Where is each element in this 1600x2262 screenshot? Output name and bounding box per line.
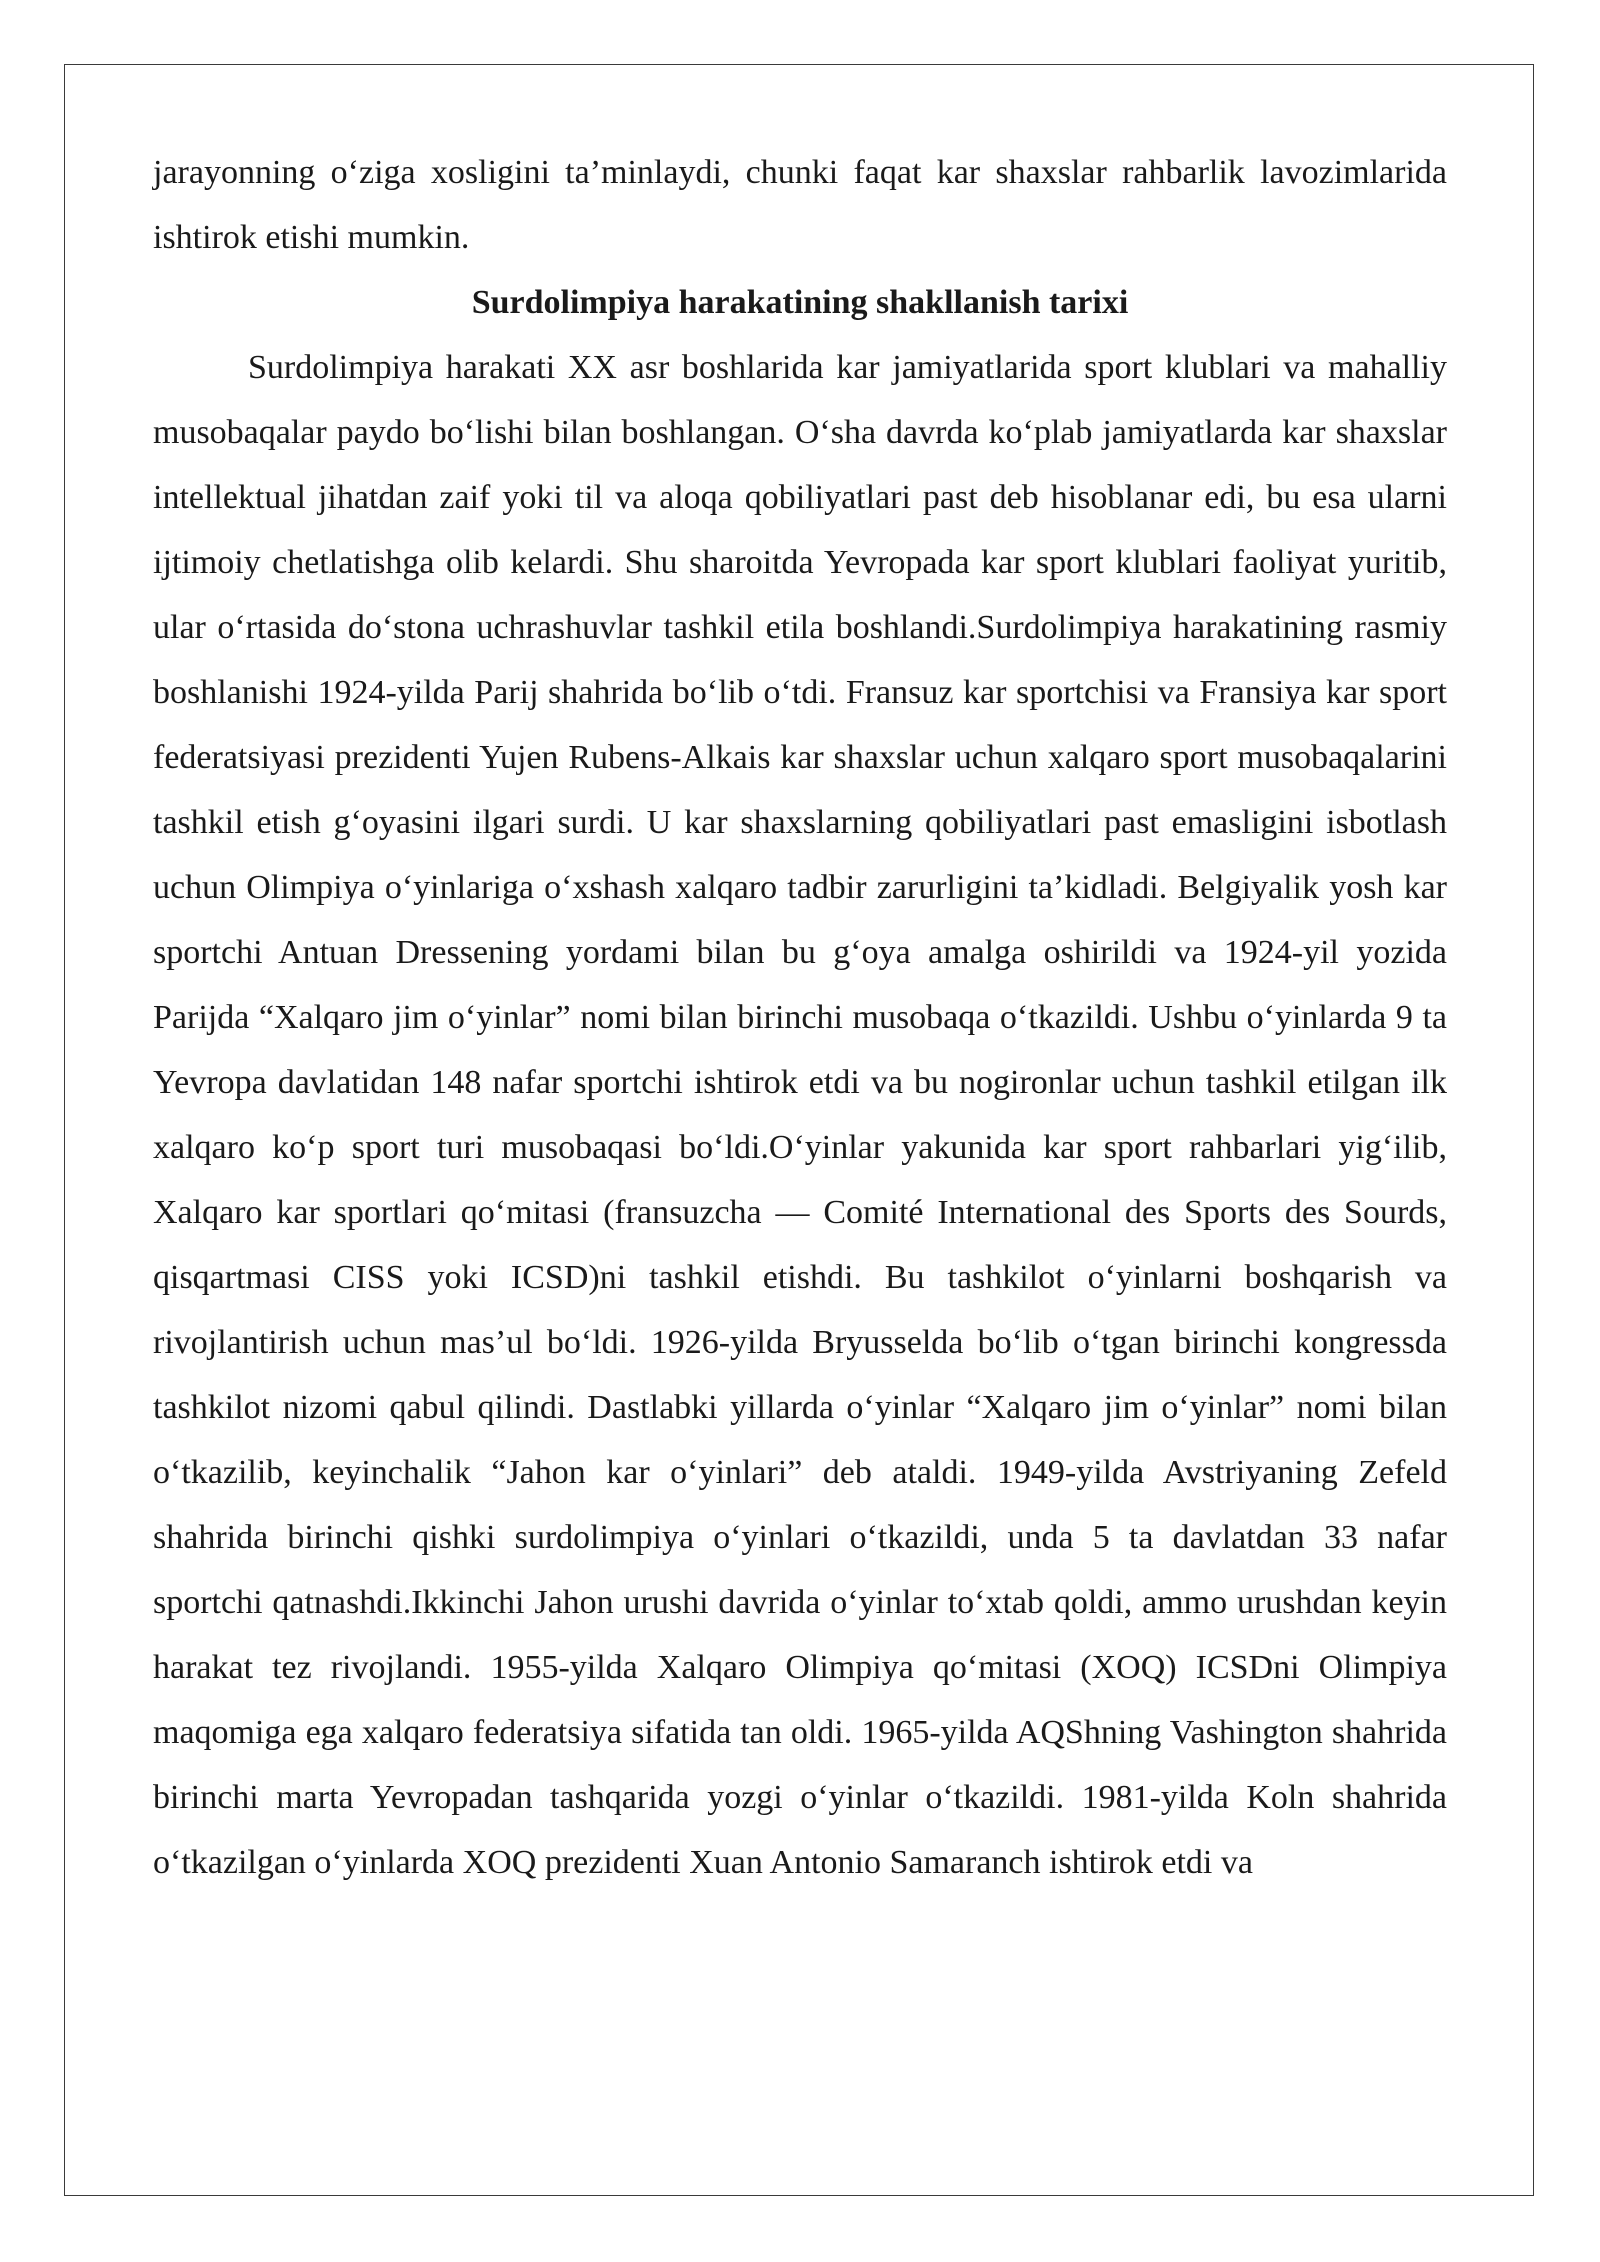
document-body (153, 140, 1447, 1895)
continuation-paragraph: jarayonning o‘ziga xosligini ta’minlaydi, chunki faqat kar shaxslar rahbarlik lavozimlarida ishtirok etishi mumkin. (153, 154, 1447, 256)
section-heading: Surdolimpiya harakatining shakllanish tarixi (471, 284, 1129, 321)
body-paragraph: Surdolimpiya harakati XX asr boshlarida kar jamiyatlarida sport klublari va mahalliy musobaqalar paydo bo‘lishi bilan boshlangan. O‘sha davrda ko‘plab jamiyatlarda kar shaxslar intellektual jihatdan zaif yoki til va aloqa qobiliyatlari past deb hisoblanar edi, bu esa ularni ijtimoiy chetlatishga olib kelardi. Shu sharoitda Yevropada kar sport klublari faoliyat yuritib, ular o‘rtasida do‘stona uchrashuvlar tashkil etila boshlandi.Surdolimpiya harakatining rasmiy boshlanishi 1924-yilda Parij shahrida bo‘lib o‘tdi. Fransuz kar sportchisi va Fransiya kar sport federatsiyasi prezidenti Yujen Rubens-Alkais kar shaxslar uchun xalqaro sport musobaqalarini tashkil etish g‘oyasini ilgari surdi. U kar shaxslarning qobiliyatlari past emasligini isbotlash uchun Olimpiya o‘yinlariga o‘xshash xalqaro tadbir zarurligini ta’kidladi. Belgiyalik yosh kar sportchi Antuan Dressening yordami bilan bu g‘oya amalga oshirildi va 1924-yil yozida Parijda “Xalqaro jim o‘yinlar” nomi bilan birinchi musobaqa o‘tkazildi. Ushbu o‘yinlarda 9 ta Yevropa davlatidan 148 nafar sportchi ishtirok etdi va bu nogironlar uchun tashkil etilgan ilk xalqaro ko‘p sport turi musobaqasi bo‘ldi.O‘yinlar yakunida kar sport rahbarlari yig‘ilib, Xalqaro kar sportlari qo‘mitasi (fransuzcha — Comité International des Sports des Sourds, qisqartmasi CISS yoki ICSD)ni tashkil etishdi. Bu tashkilot o‘yinlarni boshqarish va rivojlantirish uchun mas’ul bo‘ldi. 1926-yilda Bryusselda bo‘lib o‘tgan birinchi kongressda tashkilot nizomi qabul qilindi. Dastlabki yillarda o‘yinlar “Xalqaro jim o‘yinlar” nomi bilan o‘tkazilib, keyinchalik “Jahon kar o‘yinlari” deb ataldi. 1949-yilda Avstriyaning Zefeld shahrida birinchi qishki surdolimpiya o‘yinlari o‘tkazildi, unda 5 ta davlatdan 33 nafar sportchi qatnashdi.Ikkinchi Jahon urushi davrida o‘yinlar to‘xtab qoldi, ammo urushdan keyin harakat tez rivojlandi. 1955-yilda Xalqaro Olimpiya qo‘mitasi (XOQ) ICSDni Olimpiya maqomiga ega xalqaro federatsiya sifatida tan oldi. 1965-yilda AQShning Vashington shahrida birinchi marta Yevropadan tashqarida yozgi o‘yinlar o‘tkazildi. 1981-yilda Koln shahrida o‘tkazilgan o‘yinlarda XOQ prezidenti Xuan Antonio Samaranch ishtirok etdi va (153, 349, 1447, 1881)
